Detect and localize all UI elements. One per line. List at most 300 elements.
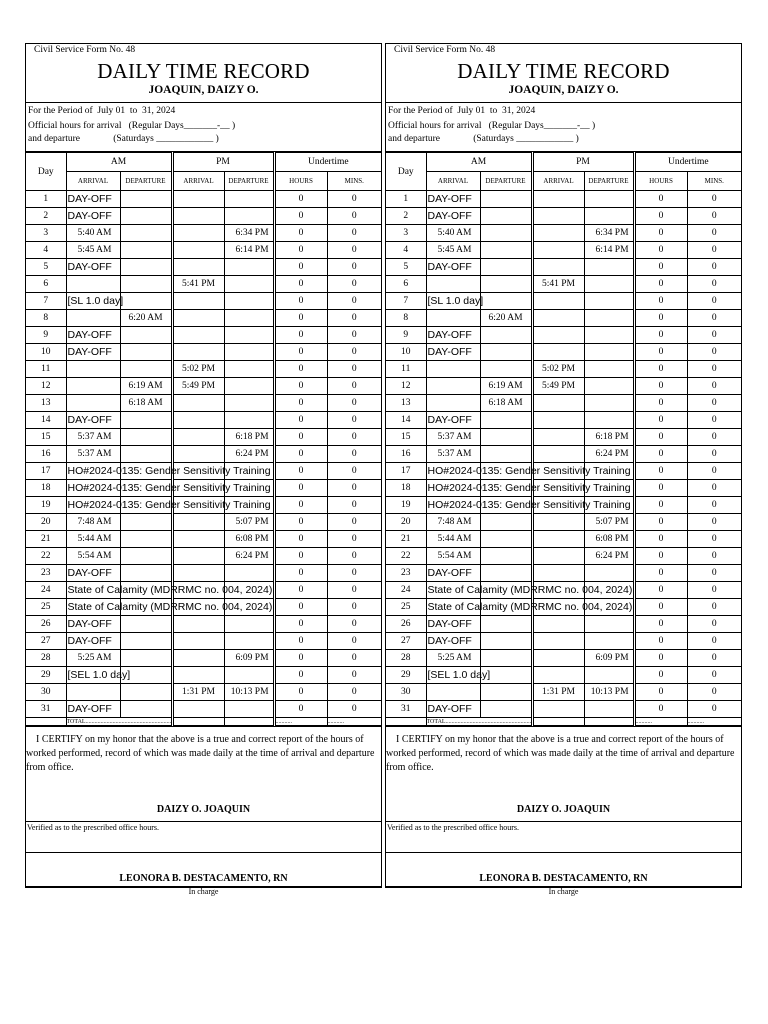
- pm-departure-cell: [224, 327, 274, 344]
- verification-text: Verified as to the prescribed office hours.: [387, 823, 520, 832]
- am-arrival-cell: [426, 310, 480, 327]
- am-header: AM: [426, 153, 532, 172]
- undertime-hours-cell: 0: [274, 463, 327, 480]
- remark-cell: DAY-OFF: [426, 327, 480, 344]
- pm-departure-cell: [584, 276, 634, 293]
- pm-departure-cell: [224, 395, 274, 412]
- am-arrival-cell: [66, 310, 120, 327]
- am-departure-cell: [480, 208, 532, 225]
- table-row: [386, 684, 741, 701]
- am-arrival-cell: 7:48 AM: [66, 514, 120, 531]
- undertime-mins-cell: 0: [327, 633, 381, 650]
- table-subheader-row: [26, 172, 381, 191]
- am-departure-cell: [480, 361, 532, 378]
- am-header: AM: [66, 153, 172, 172]
- am-arrival-cell: 5:44 AM: [66, 531, 120, 548]
- employee-name: JOAQUIN, DAIZY O.: [148, 84, 259, 96]
- am-arrival-cell: 5:45 AM: [426, 242, 480, 259]
- undertime-mins-cell: 0: [327, 310, 381, 327]
- table-row: [386, 701, 741, 718]
- pm-departure-cell: [584, 293, 634, 310]
- am-departure-cell: [120, 208, 172, 225]
- pm-arrival-cell: [172, 446, 224, 463]
- undertime-mins-cell: 0: [327, 327, 381, 344]
- pm-arrival-cell: [172, 191, 224, 208]
- pm-departure-cell: 5:07 PM: [584, 514, 634, 531]
- table-row: [386, 344, 741, 361]
- day-cell: 28: [386, 650, 426, 667]
- am-departure-cell: [480, 429, 532, 446]
- am-departure-header: DEPARTURE: [480, 172, 532, 191]
- day-cell: 15: [386, 429, 426, 446]
- am-departure-cell: [120, 701, 172, 718]
- am-arrival-cell: 5:54 AM: [66, 548, 120, 565]
- am-departure-cell: [120, 242, 172, 259]
- period-section: [386, 103, 741, 152]
- day-cell: 5: [26, 259, 66, 276]
- am-arrival-cell: [426, 684, 480, 701]
- pm-departure-cell: [584, 565, 634, 582]
- pm-arrival-cell: 5:02 PM: [532, 361, 584, 378]
- pm-departure-cell: [584, 344, 634, 361]
- undertime-hours-cell: 0: [634, 463, 687, 480]
- am-departure-cell: [480, 684, 532, 701]
- table-row: [26, 395, 381, 412]
- table-row: [26, 412, 381, 429]
- undertime-mins-cell: 0: [687, 276, 741, 293]
- table-row: [386, 514, 741, 531]
- pm-departure-cell: [584, 208, 634, 225]
- pm-departure-cell: [584, 633, 634, 650]
- am-departure-cell: [480, 548, 532, 565]
- am-departure-cell: [480, 412, 532, 429]
- total-hours: ...........: [634, 718, 687, 726]
- remark-cell: HO#2024-0135: Gender Sensitivity Training: [426, 480, 480, 497]
- period-text: For the Period of July 01 to 31, 2024: [388, 106, 536, 116]
- day-cell: 27: [386, 633, 426, 650]
- undertime-mins-cell: 0: [687, 548, 741, 565]
- am-arrival-cell: 5:45 AM: [66, 242, 120, 259]
- remark-cell: HO#2024-0135: Gender Sensitivity Training: [66, 497, 120, 514]
- undertime-hours-cell: 0: [634, 497, 687, 514]
- pm-departure-cell: [224, 616, 274, 633]
- supervisor-signature: [386, 852, 741, 886]
- table-row: [386, 208, 741, 225]
- mins-header: MINS.: [687, 172, 741, 191]
- table-row: [386, 616, 741, 633]
- day-cell: 15: [26, 429, 66, 446]
- day-cell: 29: [26, 667, 66, 684]
- remark-cell: DAY-OFF: [66, 616, 120, 633]
- am-arrival-cell: 5:25 AM: [66, 650, 120, 667]
- pm-departure-cell: [224, 412, 274, 429]
- undertime-hours-cell: 0: [274, 361, 327, 378]
- am-arrival-cell: [426, 276, 480, 293]
- remark-cell: DAY-OFF: [426, 565, 480, 582]
- am-departure-cell: [480, 531, 532, 548]
- undertime-hours-cell: 0: [274, 599, 327, 616]
- am-arrival-cell: 5:40 AM: [426, 225, 480, 242]
- remark-cell: DAY-OFF: [66, 412, 120, 429]
- pm-departure-cell: 6:34 PM: [584, 225, 634, 242]
- am-departure-cell: [480, 633, 532, 650]
- day-cell: 3: [386, 225, 426, 242]
- pm-departure-header: DEPARTURE: [224, 172, 274, 191]
- undertime-mins-cell: 0: [687, 293, 741, 310]
- pm-arrival-cell: [172, 412, 224, 429]
- table-row: [386, 565, 741, 582]
- day-cell: 18: [26, 480, 66, 497]
- undertime-hours-cell: 0: [634, 191, 687, 208]
- pm-arrival-cell: [172, 616, 224, 633]
- table-row: [26, 582, 381, 599]
- undertime-mins-cell: 0: [327, 412, 381, 429]
- undertime-hours-cell: 0: [274, 327, 327, 344]
- table-row: [386, 582, 741, 599]
- am-arrival-cell: 5:40 AM: [66, 225, 120, 242]
- am-departure-cell: 6:18 AM: [480, 395, 532, 412]
- pm-departure-cell: [224, 259, 274, 276]
- period-section: [26, 103, 381, 152]
- undertime-mins-cell: 0: [327, 616, 381, 633]
- undertime-hours-cell: 0: [274, 378, 327, 395]
- day-cell: 21: [386, 531, 426, 548]
- pm-arrival-cell: [532, 395, 584, 412]
- undertime-mins-cell: 0: [327, 429, 381, 446]
- day-cell: 31: [26, 701, 66, 718]
- table-row: [26, 514, 381, 531]
- table-row: [26, 548, 381, 565]
- remark-cell: [SL 1.0 day]: [66, 293, 120, 310]
- table-row: [26, 276, 381, 293]
- undertime-hours-cell: 0: [274, 276, 327, 293]
- am-arrival-cell: 5:37 AM: [66, 446, 120, 463]
- undertime-hours-cell: 0: [274, 446, 327, 463]
- table-row: [386, 378, 741, 395]
- day-cell: 12: [386, 378, 426, 395]
- pm-departure-cell: [224, 310, 274, 327]
- am-departure-cell: [120, 412, 172, 429]
- table-row: [386, 633, 741, 650]
- form-header: [386, 44, 741, 103]
- remark-cell: DAY-OFF: [66, 327, 120, 344]
- pm-arrival-cell: [532, 633, 584, 650]
- undertime-mins-cell: 0: [327, 225, 381, 242]
- table-row: [26, 599, 381, 616]
- table-row: [386, 531, 741, 548]
- in-charge-label: In charge: [548, 887, 579, 896]
- pm-arrival-cell: 1:31 PM: [172, 684, 224, 701]
- table-header-row: [26, 153, 381, 172]
- pm-departure-header: DEPARTURE: [584, 172, 634, 191]
- undertime-mins-cell: 0: [687, 667, 741, 684]
- am-departure-cell: [480, 701, 532, 718]
- pm-departure-cell: 10:13 PM: [584, 684, 634, 701]
- undertime-mins-cell: 0: [687, 616, 741, 633]
- am-departure-cell: [120, 531, 172, 548]
- pm-arrival-cell: [532, 344, 584, 361]
- remark-cell: HO#2024-0135: Gender Sensitivity Training: [426, 463, 480, 480]
- am-departure-cell: [480, 191, 532, 208]
- table-row: [26, 497, 381, 514]
- am-departure-cell: 6:19 AM: [480, 378, 532, 395]
- total-row: [386, 718, 741, 726]
- pm-arrival-cell: [532, 412, 584, 429]
- undertime-mins-cell: 0: [687, 327, 741, 344]
- pm-header: PM: [172, 153, 274, 172]
- official-hours-text: Official hours for arrival (Regular Days_______-__ ): [28, 121, 236, 131]
- table-row: [26, 344, 381, 361]
- pm-departure-cell: 6:18 PM: [584, 429, 634, 446]
- undertime-mins-cell: 0: [687, 412, 741, 429]
- pm-arrival-cell: [532, 191, 584, 208]
- undertime-hours-cell: 0: [634, 429, 687, 446]
- remark-cell: DAY-OFF: [66, 259, 120, 276]
- am-departure-cell: [120, 565, 172, 582]
- total-mins: ...........: [687, 718, 741, 726]
- total-label: TOTAL.........................................................: [426, 718, 532, 725]
- total-mins: ...........: [327, 718, 381, 726]
- undertime-hours-cell: 0: [274, 565, 327, 582]
- table-row: [26, 208, 381, 225]
- am-arrival-cell: 5:37 AM: [426, 446, 480, 463]
- undertime-hours-cell: 0: [634, 259, 687, 276]
- undertime-mins-cell: 0: [687, 361, 741, 378]
- pm-arrival-cell: 5:49 PM: [172, 378, 224, 395]
- am-departure-cell: [480, 514, 532, 531]
- day-cell: 27: [26, 633, 66, 650]
- day-cell: 14: [386, 412, 426, 429]
- table-row: [26, 361, 381, 378]
- pm-arrival-cell: 5:41 PM: [172, 276, 224, 293]
- undertime-hours-cell: 0: [274, 667, 327, 684]
- pm-arrival-cell: 5:41 PM: [532, 276, 584, 293]
- undertime-mins-cell: 0: [687, 344, 741, 361]
- remark-cell: HO#2024-0135: Gender Sensitivity Training: [426, 497, 480, 514]
- table-row: [386, 259, 741, 276]
- undertime-hours-cell: 0: [274, 650, 327, 667]
- day-cell: 30: [386, 684, 426, 701]
- undertime-mins-cell: 0: [327, 395, 381, 412]
- total-hours: ...........: [274, 718, 327, 726]
- table-row: [26, 701, 381, 718]
- day-cell: 11: [386, 361, 426, 378]
- undertime-mins-cell: 0: [327, 667, 381, 684]
- undertime-hours-cell: 0: [634, 361, 687, 378]
- undertime-mins-cell: 0: [327, 701, 381, 718]
- pm-arrival-header: ARRIVAL: [532, 172, 584, 191]
- undertime-mins-cell: 0: [327, 531, 381, 548]
- day-cell: 31: [386, 701, 426, 718]
- day-cell: 24: [386, 582, 426, 599]
- am-arrival-cell: [426, 361, 480, 378]
- remark-cell: DAY-OFF: [66, 344, 120, 361]
- day-cell: 8: [26, 310, 66, 327]
- remark-cell: HO#2024-0135: Gender Sensitivity Training: [66, 463, 120, 480]
- am-arrival-cell: [66, 276, 120, 293]
- day-cell: 25: [26, 599, 66, 616]
- am-departure-cell: [120, 429, 172, 446]
- am-arrival-cell: 5:54 AM: [426, 548, 480, 565]
- table-subheader-row: [386, 172, 741, 191]
- pm-arrival-cell: [532, 667, 584, 684]
- undertime-hours-cell: 0: [634, 344, 687, 361]
- day-cell: 23: [26, 565, 66, 582]
- certification: [386, 726, 741, 804]
- remark-cell: DAY-OFF: [66, 191, 120, 208]
- undertime-hours-cell: 0: [274, 548, 327, 565]
- table-row: [386, 361, 741, 378]
- undertime-mins-cell: 0: [327, 259, 381, 276]
- undertime-hours-cell: 0: [274, 429, 327, 446]
- undertime-mins-cell: 0: [687, 514, 741, 531]
- undertime-hours-cell: 0: [634, 327, 687, 344]
- pm-arrival-cell: [172, 565, 224, 582]
- day-cell: 19: [26, 497, 66, 514]
- day-cell: 5: [386, 259, 426, 276]
- day-cell: 11: [26, 361, 66, 378]
- table-row: [26, 378, 381, 395]
- table-row: [26, 650, 381, 667]
- table-row: [386, 412, 741, 429]
- undertime-mins-cell: 0: [687, 259, 741, 276]
- pm-departure-cell: [584, 412, 634, 429]
- undertime-hours-cell: 0: [274, 412, 327, 429]
- am-arrival-cell: [426, 378, 480, 395]
- table-row: [26, 531, 381, 548]
- table-header-row: [386, 153, 741, 172]
- am-departure-cell: 6:19 AM: [120, 378, 172, 395]
- undertime-hours-cell: 0: [274, 310, 327, 327]
- am-arrival-cell: 5:25 AM: [426, 650, 480, 667]
- undertime-hours-cell: 0: [274, 514, 327, 531]
- day-header: Day: [386, 153, 426, 191]
- am-departure-cell: [120, 191, 172, 208]
- table-row: [26, 633, 381, 650]
- undertime-mins-cell: 0: [327, 446, 381, 463]
- pm-arrival-cell: [172, 701, 224, 718]
- undertime-hours-cell: 0: [634, 633, 687, 650]
- undertime-hours-cell: 0: [634, 446, 687, 463]
- undertime-hours-cell: 0: [274, 344, 327, 361]
- remark-cell: DAY-OFF: [426, 616, 480, 633]
- am-departure-header: DEPARTURE: [120, 172, 172, 191]
- undertime-hours-cell: 0: [274, 633, 327, 650]
- day-cell: 16: [386, 446, 426, 463]
- pm-departure-cell: 5:07 PM: [224, 514, 274, 531]
- pm-arrival-cell: [172, 293, 224, 310]
- pm-header: PM: [532, 153, 634, 172]
- pm-departure-cell: [584, 616, 634, 633]
- pm-arrival-header: ARRIVAL: [172, 172, 224, 191]
- undertime-mins-cell: 0: [687, 650, 741, 667]
- table-row: [386, 242, 741, 259]
- undertime-mins-cell: 0: [687, 531, 741, 548]
- am-arrival-cell: [66, 684, 120, 701]
- pm-departure-cell: [224, 293, 274, 310]
- am-departure-cell: [120, 616, 172, 633]
- remark-cell: DAY-OFF: [426, 208, 480, 225]
- am-departure-cell: [480, 446, 532, 463]
- day-cell: 13: [26, 395, 66, 412]
- undertime-hours-cell: 0: [274, 616, 327, 633]
- undertime-mins-cell: 0: [327, 191, 381, 208]
- am-arrival-cell: [426, 395, 480, 412]
- pm-departure-cell: 6:18 PM: [224, 429, 274, 446]
- undertime-mins-cell: 0: [327, 497, 381, 514]
- pm-arrival-cell: [532, 429, 584, 446]
- pm-departure-cell: 6:09 PM: [224, 650, 274, 667]
- pm-arrival-cell: [172, 650, 224, 667]
- remark-cell: DAY-OFF: [66, 565, 120, 582]
- am-departure-cell: [120, 344, 172, 361]
- in-charge: [26, 886, 381, 902]
- undertime-hours-cell: 0: [634, 650, 687, 667]
- pm-departure-cell: 6:24 PM: [584, 446, 634, 463]
- table-row: [386, 293, 741, 310]
- undertime-mins-cell: 0: [327, 361, 381, 378]
- undertime-hours-cell: 0: [634, 616, 687, 633]
- table-row: [386, 429, 741, 446]
- undertime-mins-cell: 0: [687, 633, 741, 650]
- pm-departure-cell: [584, 701, 634, 718]
- day-cell: 16: [26, 446, 66, 463]
- undertime-mins-cell: 0: [687, 582, 741, 599]
- pm-arrival-cell: [172, 344, 224, 361]
- remark-cell: DAY-OFF: [426, 412, 480, 429]
- undertime-mins-cell: 0: [687, 701, 741, 718]
- undertime-hours-cell: 0: [634, 412, 687, 429]
- undertime-hours-cell: 0: [274, 531, 327, 548]
- pm-departure-cell: 6:24 PM: [224, 548, 274, 565]
- pm-arrival-cell: [532, 310, 584, 327]
- day-cell: 17: [26, 463, 66, 480]
- undertime-mins-cell: 0: [687, 378, 741, 395]
- am-departure-cell: [120, 361, 172, 378]
- am-departure-cell: [480, 225, 532, 242]
- undertime-hours-cell: 0: [634, 582, 687, 599]
- day-cell: 10: [386, 344, 426, 361]
- pm-departure-cell: 6:08 PM: [584, 531, 634, 548]
- undertime-mins-cell: 0: [327, 684, 381, 701]
- pm-arrival-cell: [532, 293, 584, 310]
- remark-cell: State of Calamity (MDRRMC no. 004, 2024): [66, 582, 120, 599]
- pm-arrival-cell: [172, 429, 224, 446]
- am-departure-cell: [480, 565, 532, 582]
- pm-departure-cell: 6:09 PM: [584, 650, 634, 667]
- official-hours-text: Official hours for arrival (Regular Days_______-__ ): [388, 121, 596, 131]
- table-row: [386, 446, 741, 463]
- undertime-mins-cell: 0: [327, 582, 381, 599]
- am-departure-cell: [120, 650, 172, 667]
- undertime-hours-cell: 0: [634, 293, 687, 310]
- pm-arrival-cell: [172, 242, 224, 259]
- undertime-hours-cell: 0: [634, 514, 687, 531]
- pm-arrival-cell: [172, 667, 224, 684]
- table-row: [26, 446, 381, 463]
- undertime-hours-cell: 0: [634, 225, 687, 242]
- pm-departure-cell: [224, 633, 274, 650]
- undertime-mins-cell: 0: [327, 650, 381, 667]
- am-departure-cell: 6:20 AM: [480, 310, 532, 327]
- undertime-hours-cell: 0: [634, 276, 687, 293]
- pm-arrival-cell: [172, 327, 224, 344]
- undertime-mins-cell: 0: [687, 463, 741, 480]
- undertime-mins-cell: 0: [327, 565, 381, 582]
- am-arrival-cell: [66, 378, 120, 395]
- pm-arrival-cell: [172, 514, 224, 531]
- verification-text: Verified as to the prescribed office hours.: [27, 823, 160, 832]
